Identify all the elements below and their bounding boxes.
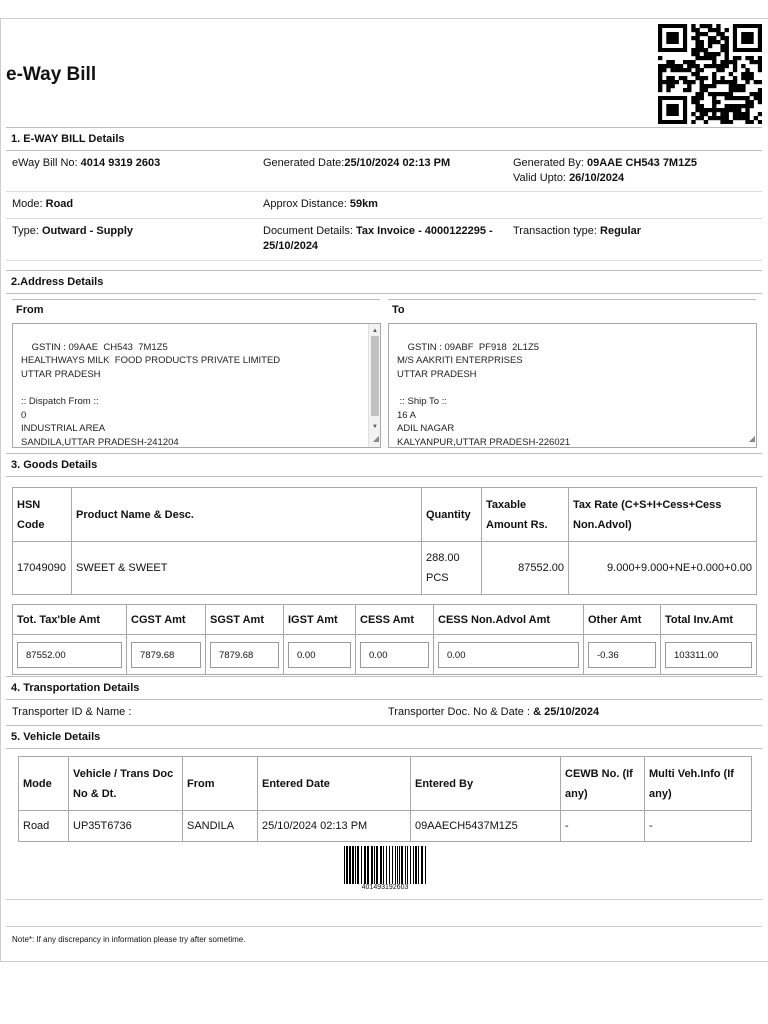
goods-header-row [13,488,757,542]
section-ewb-details-heading: 1. E-WAY BILL Details [6,127,762,151]
sgst-amount-field[interactable]: 7879.68 [210,642,279,668]
section-vehicle-heading: 5. Vehicle Details [6,725,762,749]
veh-col-vehicle: Vehicle / Trans Doc No & Dt. [69,757,183,811]
ewb-number-value: 4014 9319 2603 [80,157,161,169]
veh-multi-cell: - [645,811,752,842]
transporter-id-label: Transporter ID & Name : [12,706,132,718]
to-label: To [392,304,405,316]
footer-note: Note*: If any discrepancy in information please try after sometime. [12,935,246,944]
goods-hsn-cell: 17049090 [13,542,72,595]
document-details-label: Document Details: [263,225,356,237]
amt-col-cess: CESS Amt [356,605,434,635]
scroll-thumb[interactable] [371,336,379,416]
amt-col-cess-nonadvol: CESS Non.Advol Amt [434,605,584,635]
mode-value: Road [45,198,74,210]
transporter-doc-label: Transporter Doc. No & Date : [388,706,534,718]
amt-col-total: Total Inv.Amt [661,605,757,635]
table-row [19,811,752,842]
veh-col-multi: Multi Veh.Info (If any) [645,757,752,811]
to-divider [388,299,756,300]
veh-col-from: From [183,757,258,811]
transporter-doc-value: & 25/10/2024 [533,706,600,718]
goods-col-taxrate: Tax Rate (C+S+I+Cess+Cess Non.Advol) [569,488,757,542]
cess-amount-field[interactable]: 0.00 [360,642,429,668]
generated-date-value: 25/10/2024 02:13 PM [344,157,451,169]
veh-from-cell: SANDILA [183,811,258,842]
transporter-doc-field [388,705,599,720]
goods-col-taxable: Taxable Amount Rs. [482,488,569,542]
table-row [13,635,757,675]
type-label: Type: [12,225,42,237]
to-address-textarea[interactable] [388,323,757,448]
generated-date-label: Generated Date: [263,157,345,169]
goods-quantity-cell: 288.00 PCS [422,542,482,595]
generated-by-label: Generated By: [513,157,587,169]
distance-field [263,197,378,212]
goods-col-product: Product Name & Desc. [72,488,422,542]
veh-vehicle-cell: UP35T6736 [69,811,183,842]
amt-col-other: Other Amt [584,605,661,635]
veh-entered-by-cell: 09AAECH5437M1Z5 [411,811,561,842]
barcode-number: 401493192603 [361,884,409,891]
distance-value: 59km [349,198,378,210]
vehicle-header-row [19,757,752,811]
amt-col-taxable: Tot. Tax'ble Amt [13,605,127,635]
from-address-textarea[interactable] [12,323,381,448]
section-goods-heading: 3. Goods Details [6,453,762,477]
amt-col-cgst: CGST Amt [127,605,206,635]
from-label: From [16,304,44,316]
goods-table [12,487,757,595]
valid-upto-value: 26/10/2024 [569,172,625,184]
scroll-down-icon[interactable]: ▼ [372,424,378,431]
document-details-value: Tax Invoice - 4000122295 - [355,225,493,237]
goods-product-cell: SWEET & SWEET [72,542,422,595]
veh-col-cewb: CEWB No. (If any) [561,757,645,811]
scroll-up-icon[interactable]: ▲ [372,328,378,334]
veh-entered-date-cell: 25/10/2024 02:13 PM [258,811,411,842]
other-amount-field[interactable]: -0.36 [588,642,656,668]
table-row [13,542,757,595]
veh-col-entered-date: Entered Date [258,757,411,811]
igst-amount-field[interactable]: 0.00 [288,642,351,668]
from-divider [12,299,380,300]
document-details-field [263,224,493,254]
type-field [12,224,133,239]
total-invoice-amount-field[interactable]: 103311.00 [665,642,752,668]
page-title: e-Way Bill [6,64,97,85]
amount-table [12,604,757,675]
ewb-number-label: eWay Bill No: [12,157,81,169]
taxable-amount-field[interactable]: 87552.00 [17,642,122,668]
vehicle-table [18,756,752,842]
mode-label: Mode: [12,198,46,210]
distance-label: Approx Distance: [263,198,350,210]
amount-header-row [13,605,757,635]
veh-cewb-cell: - [561,811,645,842]
amt-col-sgst: SGST Amt [206,605,284,635]
ewb-number-field [12,156,160,171]
type-value: Outward - Supply [41,225,134,237]
cgst-amount-field[interactable]: 7879.68 [131,642,201,668]
transaction-type-label: Transaction type: [513,225,601,237]
generated-date-field [263,156,450,171]
from-address-scrollbar[interactable] [368,324,380,447]
transaction-type-value: Regular [600,225,641,237]
resize-grip-icon[interactable]: ◢ [748,434,755,444]
to-address-text: GSTIN : 09ABF PF918 2L1Z5 M/S AAKRITI ENTERPRISES UTTAR PRADESH :: Ship To :: 16 A ADIL NAGAR KALYANPUR,UTTAR PRADESH-226021 [397,341,571,448]
valid-upto-label: Valid Upto: [513,172,570,184]
mode-field [12,197,73,212]
veh-col-entered-by: Entered By [411,757,561,811]
document-details-date: 25/10/2024 [263,240,319,252]
veh-col-mode: Mode [19,757,69,811]
transaction-type-field [513,224,641,239]
footer-divider [6,926,762,927]
qr-code-icon [658,24,762,124]
generated-by-field [513,156,697,186]
from-address-text: GSTIN : 09AAE CH543 7M1Z5 HEALTHWAYS MILK FOOD PRODUCTS PRIVATE LIMITED UTTAR PRADESH :: Dispatch From :: 0 INDUSTRIAL AREA SANDILA,UTTAR PRADESH-241204 [21,341,281,448]
row-divider [6,191,762,192]
goods-taxable-cell: 87552.00 [482,542,569,595]
resize-grip-icon[interactable]: ◢ [372,434,379,444]
goods-taxrate-cell: 9.000+9.000+NE+0.000+0.00 [569,542,757,595]
goods-col-quantity: Quantity [422,488,482,542]
generated-by-value: 09AAE CH543 7M1Z5 [587,157,698,169]
goods-col-hsn: HSN Code [13,488,72,542]
section-transport-heading: 4. Transportation Details [6,676,762,700]
veh-mode-cell: Road [19,811,69,842]
row-divider [6,260,762,261]
barcode-icon [344,846,426,884]
row-divider [6,218,762,219]
footer-divider [6,899,762,900]
amt-col-igst: IGST Amt [284,605,356,635]
section-address-heading: 2.Address Details [6,270,762,294]
cess-nonadvol-amount-field[interactable]: 0.00 [438,642,579,668]
